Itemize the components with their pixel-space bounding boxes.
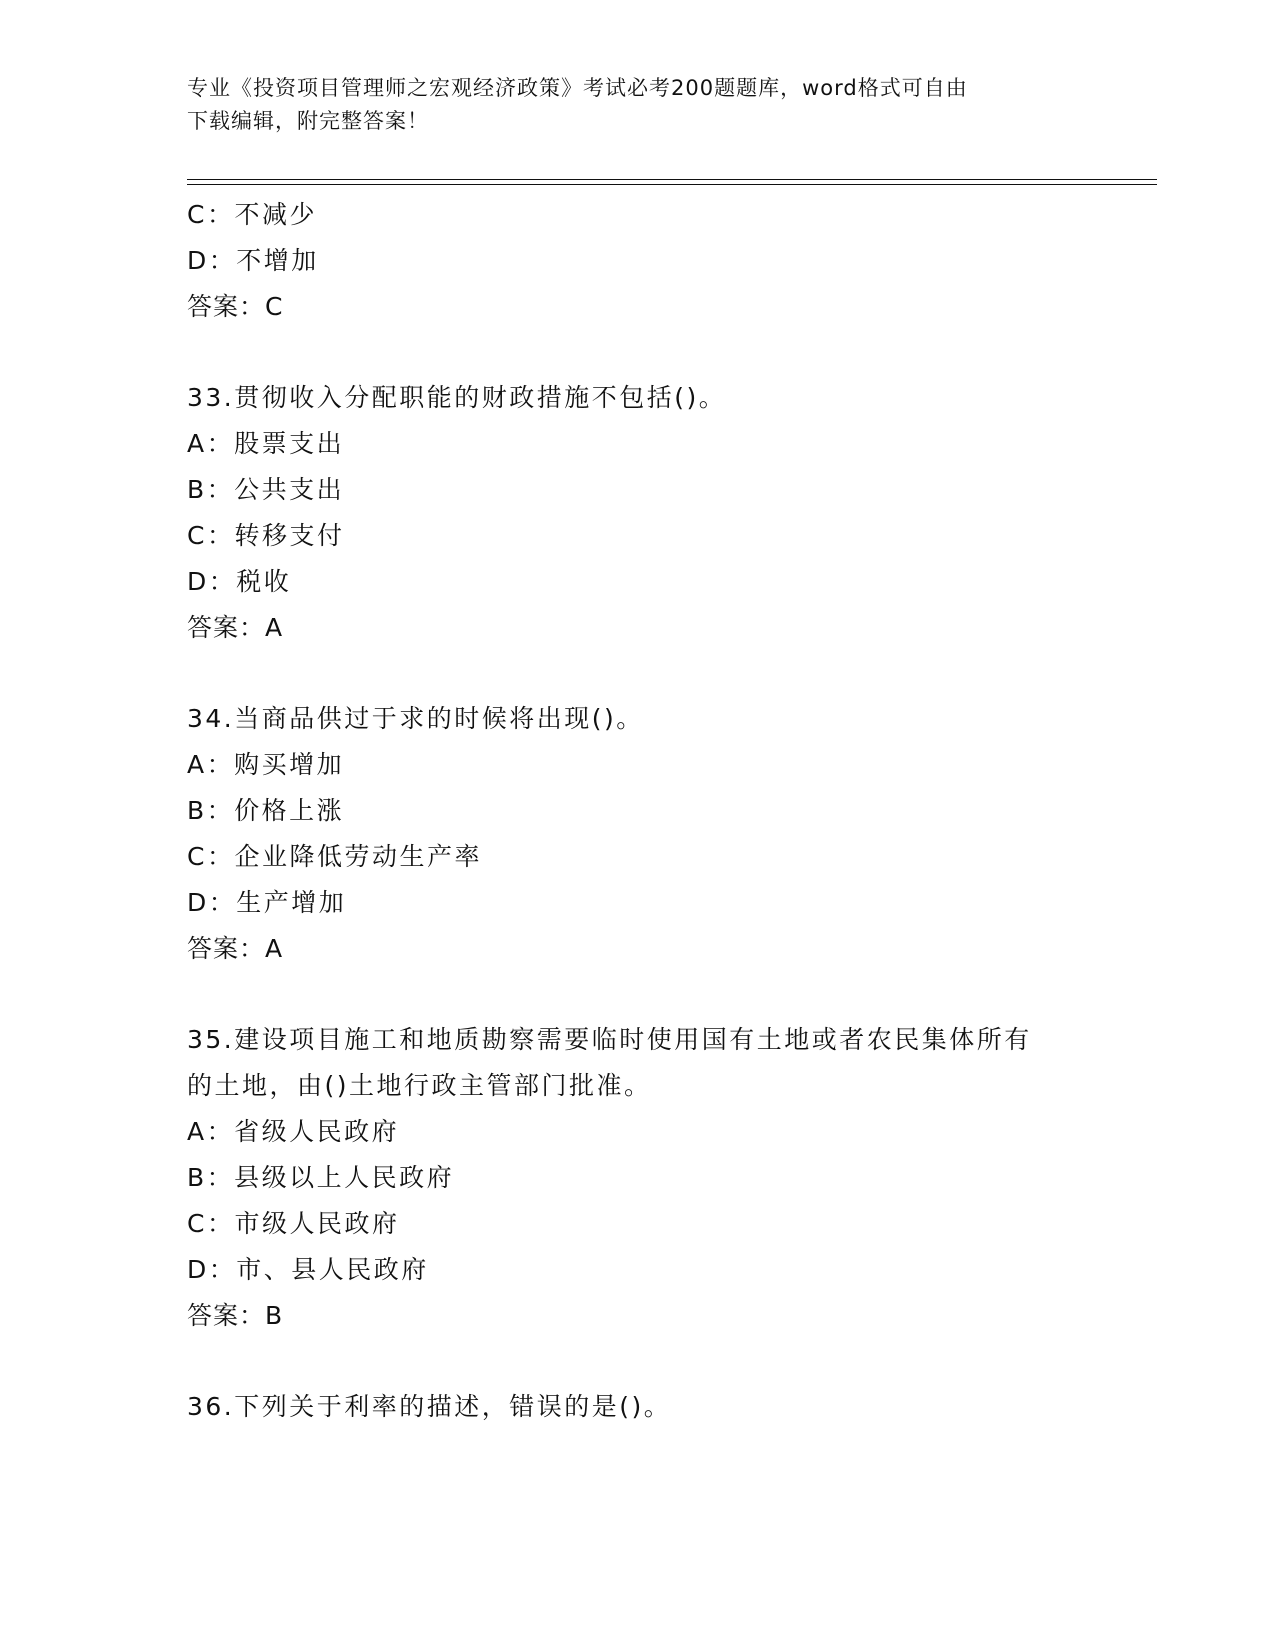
option-b: B：县级以上人民政府 [187, 1163, 455, 1192]
answer: 答案：A [187, 613, 284, 642]
option-a: A：股票支出 [187, 429, 345, 458]
spacer [187, 330, 1087, 375]
option-d: D：不增加 [187, 246, 319, 275]
option-d: D：市、县人民政府 [187, 1255, 429, 1284]
document-header [187, 72, 1087, 138]
spacer [187, 1339, 1087, 1384]
header-divider-top [187, 179, 1157, 180]
spacer [187, 651, 1087, 696]
option-a: A：购买增加 [187, 750, 345, 779]
question-35 [187, 1017, 1087, 1339]
answer: 答案：B [187, 1301, 284, 1330]
answer: 答案：A [187, 934, 284, 963]
header-line-1: 专业《投资项目管理师之宏观经济政策》考试必考200题题库，word格式可自由 [187, 76, 968, 100]
question-33 [187, 375, 1087, 651]
option-c: C：不减少 [187, 200, 317, 229]
option-c: C：转移支付 [187, 521, 345, 550]
question-34 [187, 696, 1087, 972]
option-a: A：省级人民政府 [187, 1117, 400, 1146]
header-divider-bottom [187, 184, 1157, 185]
question-list [187, 192, 1087, 1430]
question-stem-line-2: 的土地，由()土地行政主管部门批准。 [187, 1071, 652, 1100]
option-d: D：生产增加 [187, 888, 347, 917]
question-stem: 33.贯彻收入分配职能的财政措施不包括()。 [187, 383, 727, 412]
header-line-2: 下载编辑，附完整答案！ [187, 109, 429, 133]
option-d: D：税收 [187, 567, 292, 596]
option-c: C：企业降低劳动生产率 [187, 842, 482, 871]
option-c: C：市级人民政府 [187, 1209, 400, 1238]
option-b: B：公共支出 [187, 475, 345, 504]
question-36 [187, 1384, 1087, 1430]
answer: 答案：C [187, 292, 284, 321]
option-b: B：价格上涨 [187, 796, 345, 825]
question-stem: 36.下列关于利率的描述，错误的是()。 [187, 1392, 672, 1421]
spacer [187, 972, 1087, 1017]
question-32-tail [187, 192, 1087, 330]
question-stem-line-1: 35.建设项目施工和地质勘察需要临时使用国有土地或者农民集体所有 [187, 1025, 1032, 1054]
question-stem: 34.当商品供过于求的时候将出现()。 [187, 704, 644, 733]
